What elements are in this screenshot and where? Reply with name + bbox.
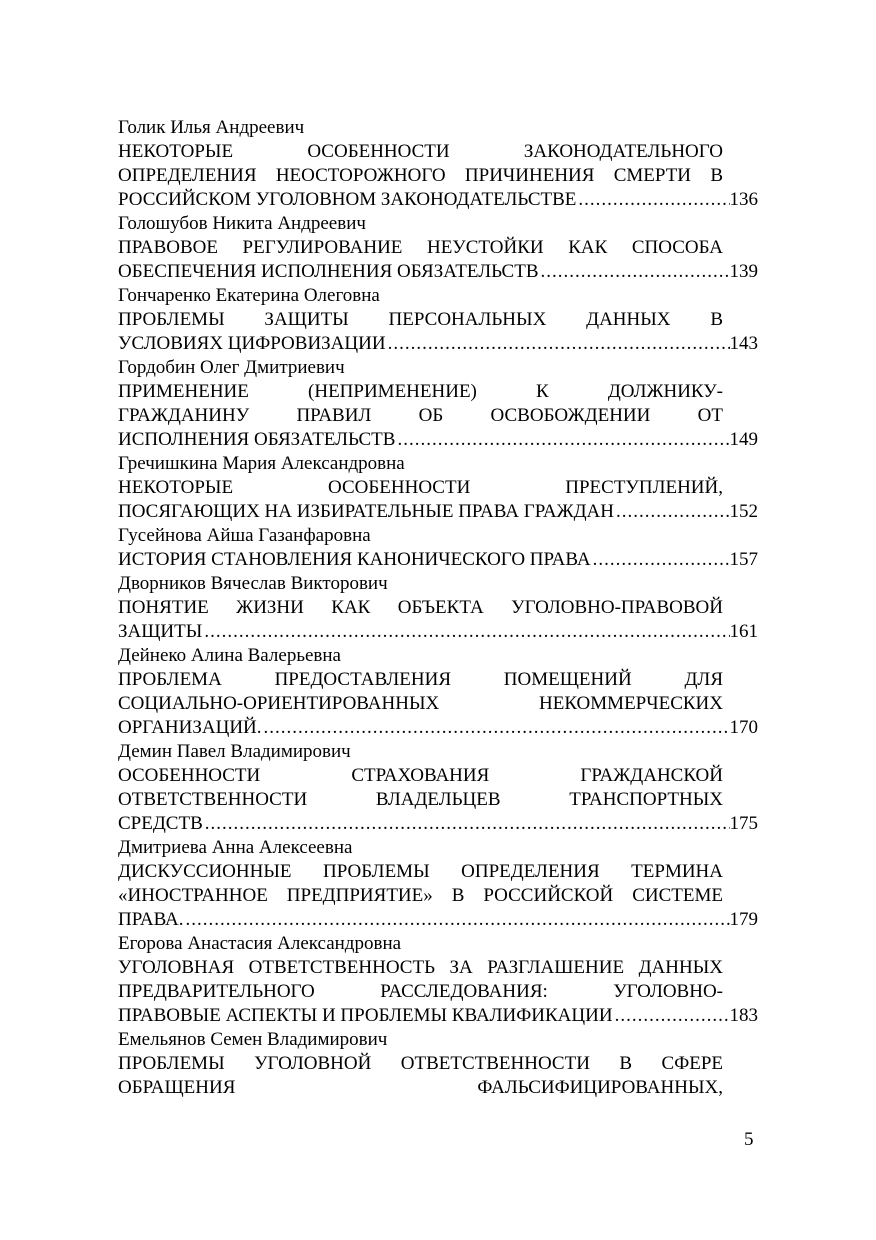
toc-entry[interactable]: [118, 740, 758, 836]
toc-entry[interactable]: [118, 116, 758, 212]
toc-entry-title: [118, 236, 723, 260]
toc-entry-page-number: 161: [729, 621, 758, 642]
toc-entry-page-number: 179: [729, 909, 758, 930]
toc-entry-title-line: НЕКОТОРЫЕ ОСОБЕННОСТИ ПРЕСТУПЛЕНИЙ,: [118, 477, 723, 498]
toc-entry-title: [118, 476, 723, 500]
toc-entry-author: Демин Павел Владимирович: [118, 741, 351, 762]
toc-entry-title: [118, 380, 723, 428]
toc-entry[interactable]: [118, 452, 758, 524]
dot-leader: [539, 260, 730, 284]
toc-entry-page-number: 149: [729, 429, 758, 450]
toc-entry-title-line: ПРОБЛЕМЫ УГОЛОВНОЙ ОТВЕТСТВЕННОСТИ В СФЕРЕ: [118, 1053, 723, 1074]
toc-entry-title-last-line: [118, 188, 758, 212]
toc-entry-author: Дмитриева Анна Алексеевна: [118, 837, 353, 858]
toc-entry-title-last-line: [118, 500, 758, 524]
toc-entry-title-line: «ИНОСТРАННОЕ ПРЕДПРИЯТИЕ» В РОССИЙСКОЙ СИСТЕМЕ: [118, 885, 723, 906]
toc-entry-title-line: ЗАЩИТЫ: [118, 621, 203, 642]
toc-entry-title-last-line: [118, 548, 758, 572]
toc-entry-title: [118, 956, 723, 1004]
toc-entry-title-line: РОССИЙСКОМ УГОЛОВНОМ ЗАКОНОДАТЕЛЬСТВЕ: [118, 189, 577, 210]
toc-entry-title-last-line: [118, 812, 758, 836]
dot-leader: [203, 812, 730, 836]
dot-leader: [262, 716, 730, 740]
toc-entry-page-number: 143: [729, 333, 758, 354]
toc-entry-title-last-line: [118, 716, 758, 740]
toc-entry-title: [118, 860, 723, 908]
toc-entry-page-number: 157: [729, 549, 758, 570]
dot-leader: [614, 500, 730, 524]
toc-entry-title-line: ПРАВА.: [118, 909, 184, 930]
toc-entry-title-line: ОБРАЩЕНИЯ ФАЛЬСИФИЦИРОВАННЫХ,: [118, 1077, 723, 1098]
toc-entry[interactable]: [118, 356, 758, 452]
dot-leader: [576, 188, 729, 212]
toc-entry-author: Егорова Анастасия Александровна: [118, 933, 402, 954]
toc-entry-title-last-line: [118, 1004, 758, 1028]
toc-entry-title-line: ПРОБЛЕМЫ ЗАЩИТЫ ПЕРСОНАЛЬНЫХ ДАННЫХ В: [118, 309, 723, 330]
toc-entry[interactable]: [118, 644, 758, 740]
toc-entry-title-last-line: [118, 428, 758, 452]
toc-entry[interactable]: [118, 836, 758, 932]
toc-entry-title: [118, 596, 723, 620]
toc-entry-title-line: ИСТОРИЯ СТАНОВЛЕНИЯ КАНОНИЧЕСКОГО ПРАВА: [118, 549, 591, 570]
toc-entry-page-number: 175: [729, 813, 758, 834]
toc-entry-author: Голик Илья Андреевич: [118, 117, 305, 138]
toc-entry[interactable]: [118, 1028, 758, 1100]
toc-entry-page-number: 139: [729, 261, 758, 282]
toc-entry-author: Гусейнова Айша Газанфаровна: [118, 525, 371, 546]
toc-entry-title-line: УСЛОВИЯХ ЦИФРОВИЗАЦИИ: [118, 333, 386, 354]
toc-entry-title: [118, 764, 723, 812]
toc-entry-page-number: 152: [729, 501, 758, 522]
toc-entry-title-line: НЕКОТОРЫЕ ОСОБЕННОСТИ ЗАКОНОДАТЕЛЬНОГО: [118, 141, 723, 162]
toc-entry-page-number: 136: [729, 189, 758, 210]
toc-entry-title-line: ПОСЯГАЮЩИХ НА ИЗБИРАТЕЛЬНЫЕ ПРАВА ГРАЖДАН: [118, 501, 614, 522]
toc-entry-title-line: СОЦИАЛЬНО-ОРИЕНТИРОВАННЫХ НЕКОММЕРЧЕСКИХ: [118, 693, 723, 714]
toc-entry-author: Дейнеко Алина Валерьевна: [118, 645, 341, 666]
toc-entry[interactable]: [118, 284, 758, 356]
toc-entry-title: [118, 140, 723, 188]
toc-entry[interactable]: [118, 932, 758, 1028]
toc-entry-title-line: ПРЕДВАРИТЕЛЬНОГО РАССЛЕДОВАНИЯ: УГОЛОВНО-: [118, 981, 723, 1002]
toc-entry-title-line: УГОЛОВНАЯ ОТВЕТСТВЕННОСТЬ ЗА РАЗГЛАШЕНИЕ ДАННЫХ: [118, 957, 723, 978]
toc-entry-title-line: ПРОБЛЕМА ПРЕДОСТАВЛЕНИЯ ПОМЕЩЕНИЙ ДЛЯ: [118, 669, 723, 690]
dot-leader: [184, 908, 730, 932]
toc-entry-title-line: ОСОБЕННОСТИ СТРАХОВАНИЯ ГРАЖДАНСКОЙ: [118, 765, 723, 786]
toc-entry-title-line: ГРАЖДАНИНУ ПРАВИЛ ОБ ОСВОБОЖДЕНИИ ОТ: [118, 405, 723, 426]
toc-entry-author: Гордобин Олег Дмитриевич: [118, 357, 345, 378]
dot-leader: [202, 620, 729, 644]
toc-entry-author: Дворников Вячеслав Викторович: [118, 573, 388, 594]
toc-entry-title-line: ПРИМЕНЕНИЕ (НЕПРИМЕНЕНИЕ) К ДОЛЖНИКУ-: [118, 381, 723, 402]
dot-leader: [591, 548, 730, 572]
toc-entry-title: [118, 308, 723, 332]
toc-entry-title-last-line: [118, 620, 758, 644]
toc-entry-title: [118, 1052, 723, 1100]
dot-leader: [613, 1004, 730, 1028]
toc-entry-title-line: ИСПОЛНЕНИЯ ОБЯЗАТЕЛЬСТВ: [118, 429, 396, 450]
toc-entry-title-line: СРЕДСТВ: [118, 813, 203, 834]
toc-entry-title-line: ДИСКУССИОННЫЕ ПРОБЛЕМЫ ОПРЕДЕЛЕНИЯ ТЕРМИНА: [118, 861, 723, 882]
toc-entry-author: Гречишкина Мария Александровна: [118, 453, 405, 474]
toc-entry-title-last-line: [118, 260, 758, 284]
toc-entry-title-line: ОРГАНИЗАЦИЙ.: [118, 717, 262, 738]
toc-entry-author: Емельянов Семен Владимирович: [118, 1029, 388, 1050]
toc-entry-title-line: ПРАВОВОЕ РЕГУЛИРОВАНИЕ НЕУСТОЙКИ КАК СПОСОБА: [118, 237, 723, 258]
toc-entry[interactable]: [118, 572, 758, 644]
toc-entry[interactable]: [118, 524, 758, 572]
toc-entry[interactable]: [118, 212, 758, 284]
toc-entry-author: Гончаренко Екатерина Олеговна: [118, 285, 380, 306]
toc-entry-title-line: ПРАВОВЫЕ АСПЕКТЫ И ПРОБЛЕМЫ КВАЛИФИКАЦИИ: [118, 1005, 613, 1026]
table-of-contents: [118, 116, 758, 1100]
toc-entry-title-line: ОТВЕТСТВЕННОСТИ ВЛАДЕЛЬЦЕВ ТРАНСПОРТНЫХ: [118, 789, 723, 810]
toc-entry-title-line: ОБЕСПЕЧЕНИЯ ИСПОЛНЕНИЯ ОБЯЗАТЕЛЬСТВ: [118, 261, 539, 282]
toc-entry-title-line: ОПРЕДЕЛЕНИЯ НЕОСТОРОЖНОГО ПРИЧИНЕНИЯ СМЕРТИ В: [118, 165, 723, 186]
page-number: 5: [744, 1129, 754, 1150]
toc-entry-page-number: 170: [729, 717, 758, 738]
dot-leader: [395, 428, 729, 452]
toc-entry-title-line: ПОНЯТИЕ ЖИЗНИ КАК ОБЪЕКТА УГОЛОВНО-ПРАВОВОЙ: [118, 597, 723, 618]
toc-entry-title-last-line: [118, 908, 758, 932]
dot-leader: [386, 332, 730, 356]
toc-entry-author: Голошубов Никита Андреевич: [118, 213, 366, 234]
toc-entry-page-number: 183: [729, 1005, 758, 1026]
toc-entry-title-last-line: [118, 332, 758, 356]
toc-entry-title: [118, 668, 723, 716]
